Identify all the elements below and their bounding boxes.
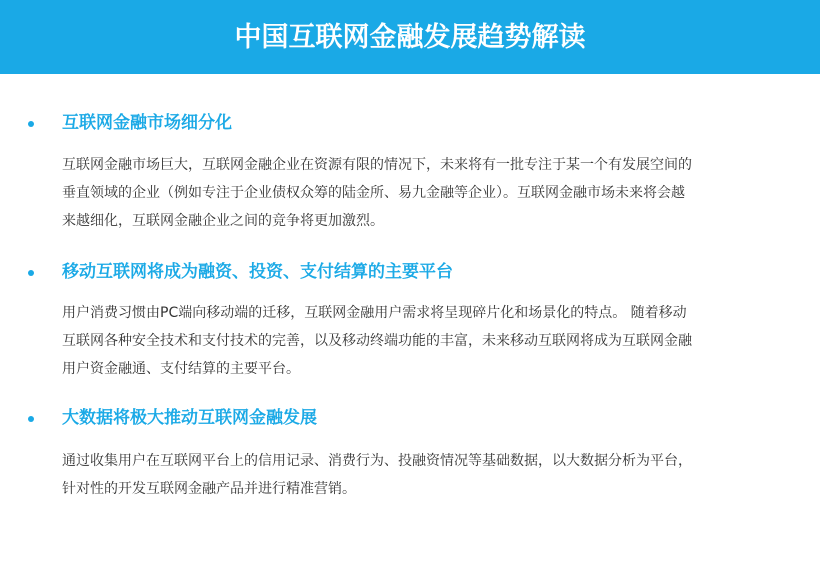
page-title: 中国互联网金融发展趋势解读 <box>234 21 586 53</box>
section-body <box>62 447 797 503</box>
body-line: 垂直领域的企业（例如专注于企业债权众筹的陆金所、易九金融等企业）。互联网金融市场未来将会越 <box>62 185 685 201</box>
bullet-icon <box>28 121 34 127</box>
body-line: 来越细化，互联网金融企业之间的竞争将更加激烈。 <box>62 213 384 229</box>
section-heading: 大数据将极大推动互联网金融发展 <box>62 408 317 428</box>
body-line: 互联网各种安全技术和支付技术的完善，以及移动终端功能的丰富，未来移动互联网将成为互联网金融 <box>62 333 692 349</box>
body-line: 通过收集用户在互联网平台上的信用记录、消费行为、投融资情况等基础数据，以大数据分析为平台， <box>62 453 692 469</box>
bullet-icon <box>28 270 34 276</box>
title-banner <box>0 0 820 74</box>
section-body <box>62 299 797 383</box>
body-line: 针对性的开发互联网金融产品并进行精准营销。 <box>62 481 356 497</box>
section-heading: 互联网金融市场细分化 <box>62 113 232 133</box>
body-line: 用户消费习惯由PC端向移动端的迁移，互联网金融用户需求将呈现碎片化和场景化的特点。 随着移动 <box>62 305 687 321</box>
bullet-icon <box>28 416 34 422</box>
body-line: 互联网金融市场巨大，互联网金融企业在资源有限的情况下，未来将有一批专注于某一个有发展空间的 <box>62 157 692 173</box>
section-body <box>62 151 797 235</box>
section-heading: 移动互联网将成为融资、投资、支付结算的主要平台 <box>62 262 453 282</box>
body-line: 用户资金融通、支付结算的主要平台。 <box>62 361 300 377</box>
